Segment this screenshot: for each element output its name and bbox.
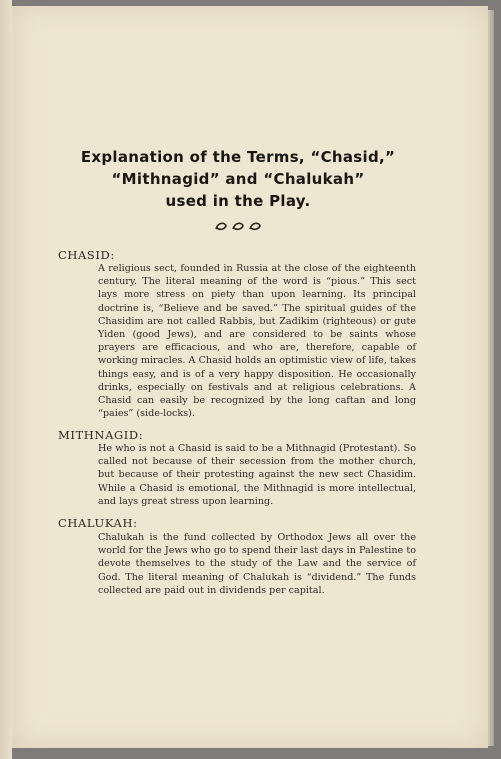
- title-line-1: Explanation of the Terms, “Chasid,”: [80, 148, 396, 166]
- term-chasid: CHASID:: [58, 248, 115, 262]
- definition-chalukah: Chalukah is the fund collected by Orthodox Jews all over the world for the Jews who go to spend their last days in Palestine to devote themselves to the study of the Law and the service of God. The literal meaning of Chalukah is “dividend.” The funds collected are paid out in dividends per capital.: [98, 532, 416, 596]
- ornament-icon: [214, 220, 264, 232]
- left-page-edge: [0, 0, 12, 759]
- title-line-3: used in the Play.: [165, 192, 311, 210]
- definition-mithnagid: He who is not a Chasid is said to be a Mithnagid (Protestant). So called not because of their secession from the mother church, but because of their protesting against the new sect Chasidim. While a Chasid is emotional, the Mithnagid is more intellectual, and lays great stress upon learning.: [98, 443, 416, 507]
- title-line-2: “Mithnagid” and “Chalukah”: [111, 170, 365, 188]
- term-mithnagid: MITHNAGID:: [58, 428, 144, 442]
- definition-chasid: A religious sect, founded in Russia at the close of the eighteenth century. The literal meaning of the word is “pious.” This sect lays more stress on piety than upon learning. Its principal doctrine is, “Believe and be saved.” The spiritual guides of the Chasidim are not called Rabbis, but Zadikim (righteous) or gute Yiden (good Jews), and are considered to be saints whose prayers are efficacious, and who are, therefore, capable of working miracles. A Chasid holds an optimistic view of life, takes things easy, and is of a very happy disposition. He occasionally drinks, especially on festivals and at religious celebrations. A Chasid can easily be recognized by the long caftan and long “paies” (side-locks).: [98, 263, 416, 420]
- term-chalukah: CHALUKAH:: [58, 516, 138, 530]
- page-title: [40, 146, 436, 212]
- page-edge-shadow: [488, 10, 494, 746]
